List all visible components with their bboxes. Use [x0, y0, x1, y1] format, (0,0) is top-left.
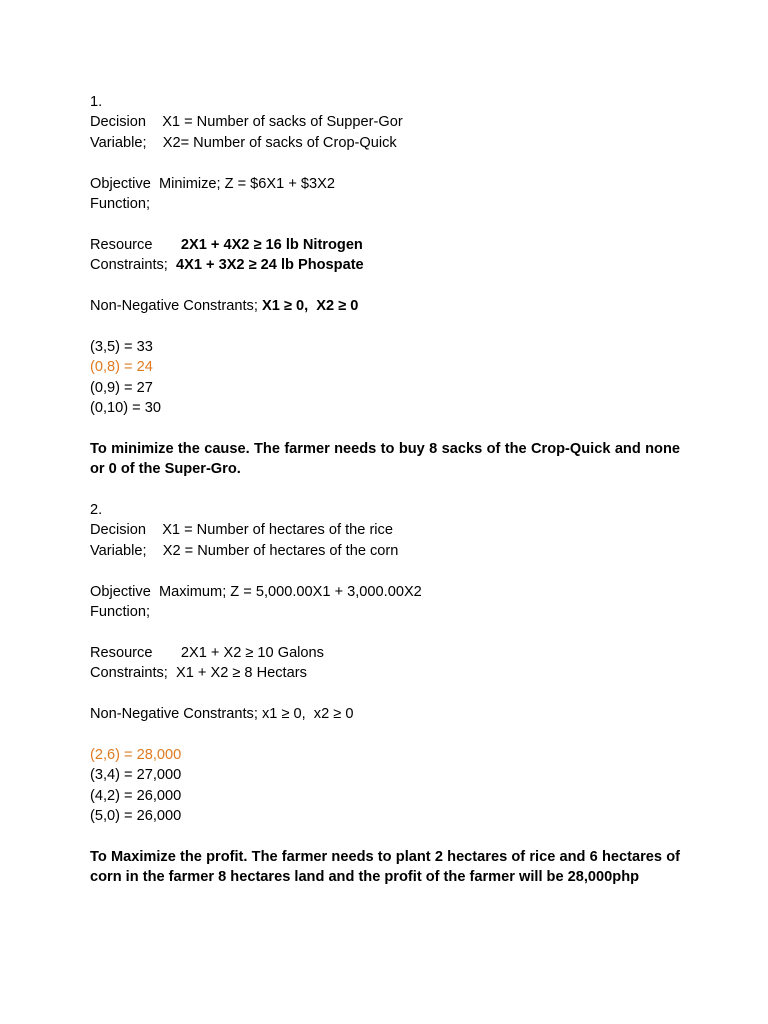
constraints-label: Constraints;: [90, 665, 168, 682]
optimal-corner-point: (0,8) = 24: [90, 359, 153, 376]
problem-1-variable-line: [90, 133, 680, 153]
phosphate-constraint: 4X1 + 3X2 ≥ 24 lb Phospate: [175, 257, 364, 274]
corner-point: (3,5) = 33: [90, 338, 153, 355]
objective-label: Objective: [90, 583, 151, 600]
decision-x2: X2= Number of sacks of Crop-Quick: [162, 134, 397, 151]
problem-2-objective-line: [90, 582, 680, 602]
problem-1-decision-line: [90, 112, 680, 132]
hectares-constraint: X1 + X2 ≥ 8 Hectars: [175, 665, 307, 682]
problem-1-constraints-line: [90, 255, 680, 275]
decision-x1: X1 = Number of hectares of the rice: [162, 522, 393, 539]
problem-1-objective-line: [90, 174, 680, 194]
decision-label: Decision: [90, 114, 146, 131]
decision-x1: X1 = Number of sacks of Supper-Gor: [162, 114, 403, 131]
nonnegative-constraint: x1 ≥ 0, x2 ≥ 0: [261, 706, 354, 723]
problem-2-variable-line: [90, 541, 680, 561]
document-content: [90, 92, 680, 888]
problem-2-constraints-line: [90, 663, 680, 683]
nitrogen-constraint: 2X1 + 4X2 ≥ 16 lb Nitrogen: [180, 236, 363, 253]
corner-point: (5,0) = 26,000: [90, 808, 182, 825]
problem-2-function-label: Function;: [90, 604, 151, 621]
problem-1-resource-line: [90, 235, 680, 255]
objective-function: Minimize; Z = $6X1 + $3X2: [158, 175, 335, 192]
optimal-corner-point: (2,6) = 28,000: [90, 746, 182, 763]
problem-2-number: 2.: [90, 502, 103, 519]
gallons-constraint: 2X1 + X2 ≥ 10 Galons: [180, 644, 324, 661]
problem-2-resource-line: [90, 643, 680, 663]
objective-label: Objective: [90, 175, 151, 192]
corner-point: (0,9) = 27: [90, 379, 153, 396]
problem-1-conclusion: To minimize the cause. The farmer needs to buy 8 sacks of the Crop-Quick and none or 0 of the Super-Gro.: [90, 440, 680, 478]
nonnegative-constraint: X1 ≥ 0, X2 ≥ 0: [261, 298, 359, 315]
decision-label: Decision: [90, 522, 146, 539]
resource-label: Resource: [90, 236, 153, 253]
resource-label: Resource: [90, 644, 153, 661]
problem-2-nonnegative-line: [90, 704, 680, 724]
nonnegative-label: Non-Negative Constrants;: [90, 706, 258, 723]
corner-point: (0,10) = 30: [90, 400, 161, 417]
problem-1-function-label: Function;: [90, 196, 151, 213]
variable-label: Variable;: [90, 542, 147, 559]
constraints-label: Constraints;: [90, 257, 168, 274]
problem-2-decision-line: [90, 520, 680, 540]
decision-x2: X2 = Number of hectares of the corn: [162, 542, 399, 559]
problem-2-conclusion: To Maximize the profit. The farmer needs to plant 2 hectares of rice and 6 hectares of corn in the farmer 8 hectares land and the profit of the farmer will be 28,000php: [90, 848, 680, 886]
objective-function: Maximum; Z = 5,000.00X1 + 3,000.00X2: [158, 583, 422, 600]
nonnegative-label: Non-Negative Constrants;: [90, 298, 258, 315]
corner-point: (3,4) = 27,000: [90, 767, 182, 784]
problem-1-number: 1.: [90, 94, 103, 110]
corner-point: (4,2) = 26,000: [90, 787, 182, 804]
variable-label: Variable;: [90, 134, 147, 151]
problem-1-nonnegative-line: [90, 296, 680, 316]
